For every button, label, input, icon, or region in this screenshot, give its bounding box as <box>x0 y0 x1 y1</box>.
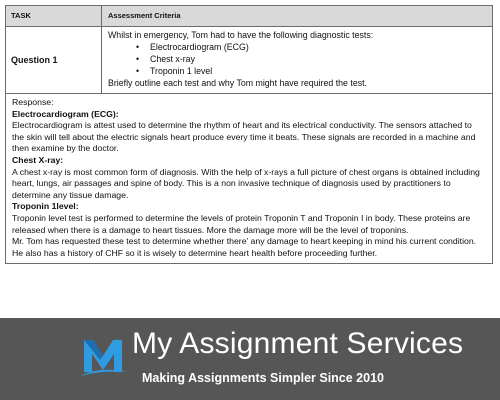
response-label: Response: <box>12 97 54 107</box>
header-task: TASK <box>6 6 102 26</box>
question-row <box>6 27 492 94</box>
ecg-paragraph: Electrocardiogram is attest used to determine the rhythm of heart and its electrical conductivity. The sensors attached to the skin will tell about the electric signals heart produce every time it beats. These signals are recorded in a machine and then examine by the doctor. <box>12 120 476 154</box>
troponin-paragraph: Troponin level test is performed to determine the levels of protein Troponin T and Troponin I in body. These proteins are released when there is a damage to heart tissues. More the damage more will be the level of troponins. <box>12 212 471 235</box>
xray-paragraph: A chest x-ray is most common form of diagnosis. With the help of x-rays a full picture of chest organs is obtained including heart, lungs, air passages and spine of body. This is a non invasive technique of diagnosis used by practitioners to determine any tissue damage. <box>12 166 480 200</box>
test-list <box>108 41 486 77</box>
troponin-heading: Troponin 1level: <box>12 201 79 212</box>
table-header-row <box>6 6 492 27</box>
test-item-xray: • Chest x-ray <box>150 53 486 65</box>
document-table <box>5 5 493 264</box>
brand-tagline: Making Assignments Simpler Since 2010 <box>142 371 384 385</box>
test-item-troponin: • Troponin 1 level <box>150 65 486 77</box>
header-assessment-criteria: Assessment Criteria <box>108 11 181 20</box>
question-label: Question 1 <box>6 27 102 93</box>
response-section <box>6 94 492 263</box>
question-criteria <box>102 27 492 93</box>
m-letter-logo-icon <box>80 332 126 378</box>
question-outro: Briefly outline each test and why Tom might have required the test. <box>108 78 367 88</box>
question-intro: Whilst in emergency, Tom had to have the following diagnostic tests: <box>108 30 374 40</box>
xray-heading: Chest X-ray: <box>12 154 64 165</box>
closing-paragraph: Mr. Tom has requested these test to determine whether there’ any damage to heart keeping in mind his current condition. He also has a history of CHF so it is wisely to determine heart health before proceeding further. <box>12 236 477 258</box>
brand-footer <box>0 318 500 400</box>
ecg-heading: Electrocardiogram (ECG): <box>12 108 119 119</box>
test-item-ecg: • Electrocardiogram (ECG) <box>150 41 486 53</box>
brand-name: My Assignment Services <box>132 327 464 360</box>
